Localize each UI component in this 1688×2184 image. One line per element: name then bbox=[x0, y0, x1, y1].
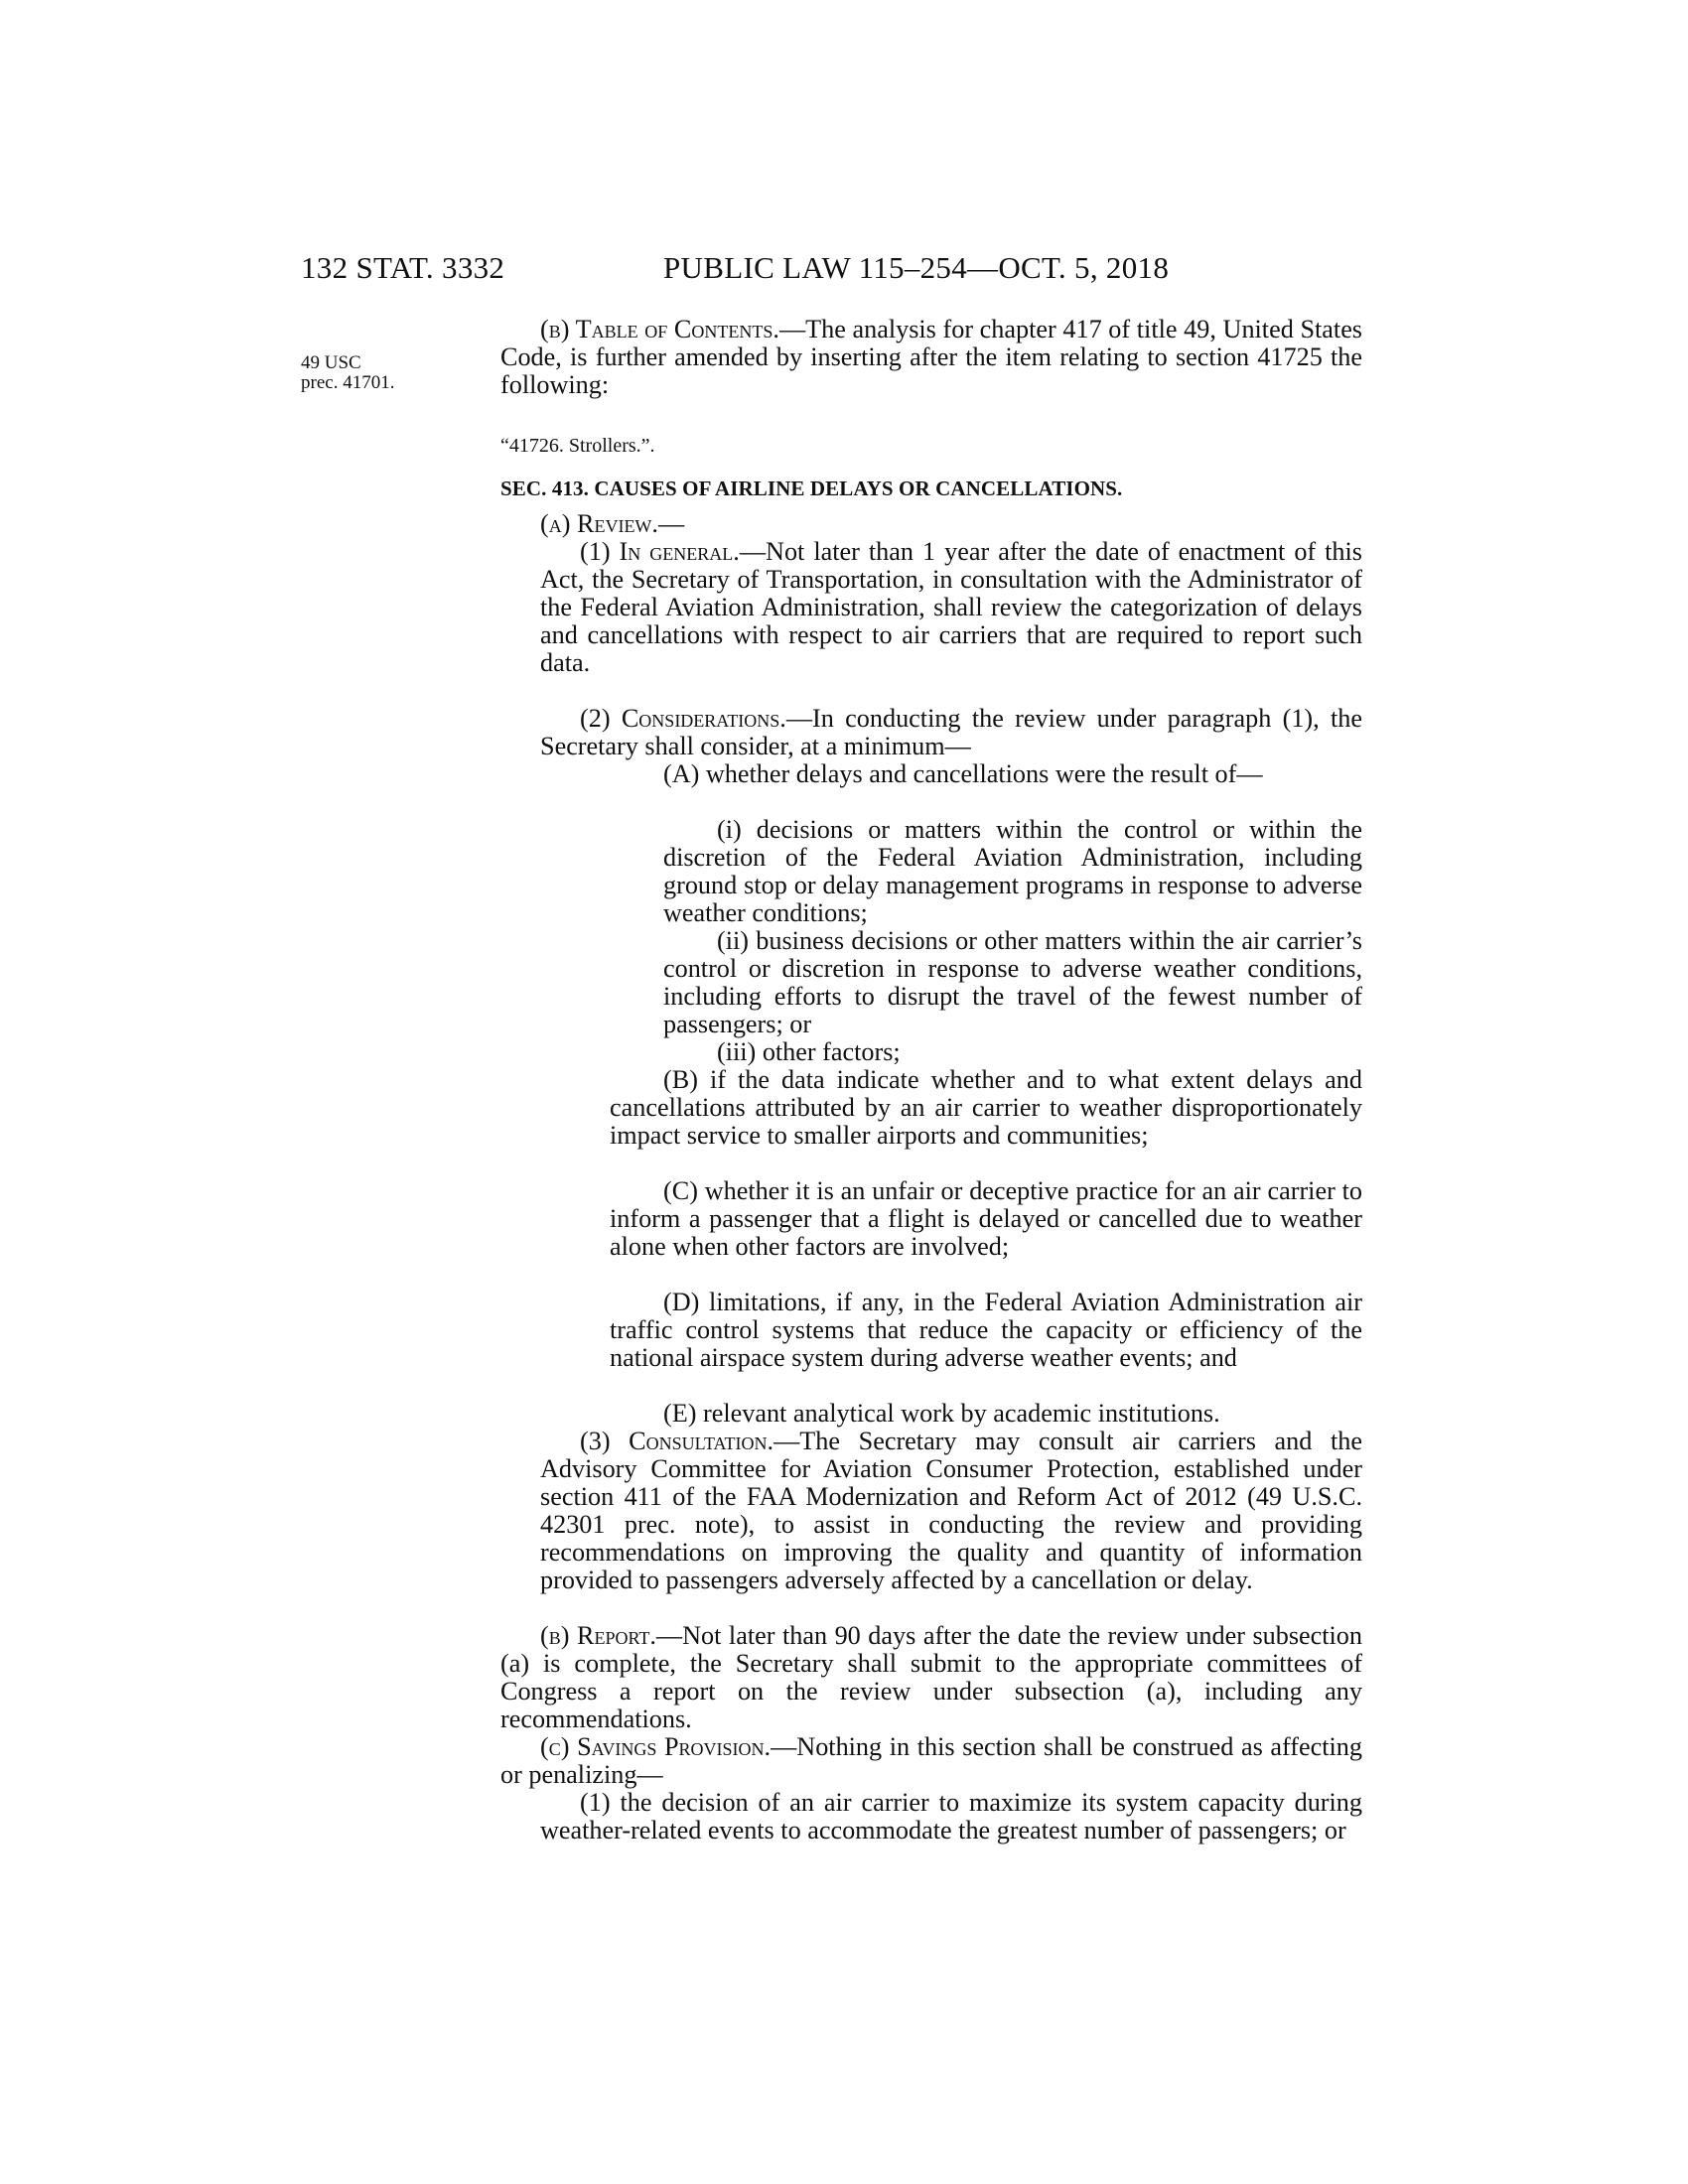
toc-text: —The analysis for chapter 417 of title 49, United States Code, is further amended by inserting after the item relating to section 41725 the following: bbox=[500, 315, 1363, 399]
page-stat-citation: 132 STAT. 3332 bbox=[301, 250, 505, 285]
clause-i: (i) decisions or matters within the control or within the discretion of the Federal Aviation Administration, including ground stop or delay management programs in response to adverse weather conditions; bbox=[663, 815, 1362, 927]
subsection-c-label: (c) Savings Provision. bbox=[540, 1732, 772, 1761]
subparagraph-D: (D) limitations, if any, in the Federal Aviation Administration air traffic control systems that reduce the capacity or efficiency of the national airspace system during adverse weather events; and bbox=[610, 1288, 1362, 1372]
subsection-b-label: (b) Report. bbox=[540, 1621, 656, 1650]
page-running-header: PUBLIC LAW 115–254—OCT. 5, 2018 bbox=[663, 250, 1170, 285]
paragraph-a2-label: (2) Considerations. bbox=[580, 704, 786, 733]
paragraph-a2-text: —In conducting the review under paragraph (1), the Secretary shall consider, at a minimum— bbox=[540, 704, 1362, 760]
clause-ii: (ii) business decisions or other matters within the air carrier’s control or discretion in response to adverse weather conditions, including efforts to disrupt the travel of the fewest number of passengers; or bbox=[663, 926, 1362, 1038]
clause-iii: (iii) other factors; bbox=[717, 1037, 901, 1066]
toc-label: (b) Table of Contents. bbox=[540, 315, 779, 343]
paragraph-a3 bbox=[540, 1428, 1362, 1594]
margin-note-line-1: 49 USC bbox=[301, 352, 361, 373]
toc-item: “41726. Strollers.”. bbox=[500, 435, 655, 457]
toc-paragraph bbox=[500, 316, 1362, 399]
paragraph-a1 bbox=[540, 538, 1362, 677]
subsection-a-heading: (a) Review.— bbox=[540, 509, 685, 538]
paragraph-a1-label: (1) In general. bbox=[580, 537, 740, 566]
margin-note bbox=[301, 353, 394, 393]
section-heading: SEC. 413. CAUSES OF AIRLINE DELAYS OR CANCELLATIONS. bbox=[500, 477, 1123, 500]
subsection-c-text: —Nothing in this section shall be construed as affecting or penalizing— bbox=[500, 1732, 1362, 1789]
subparagraph-B: (B) if the data indicate whether and to what extent delays and cancellations attributed by an air carrier to weather disproportionately impact service to smaller airports and communities; bbox=[610, 1065, 1362, 1150]
paragraph-a1-text: —Not later than 1 year after the date of enactment of this Act, the Secretary of Transportation, in consultation with the Administrator of the Federal Aviation Administration, shall review the categorization of delays and cancellations with respect to air carriers that are required to report such data. bbox=[540, 537, 1362, 677]
subsection-b-text: —Not later than 90 days after the date the review under subsection (a) is complete, the Secretary shall submit to the appropriate committees of Congress a report on the review under subsection (a), including any recommendations. bbox=[500, 1621, 1362, 1733]
paragraph-a2 bbox=[540, 705, 1362, 760]
paragraph-c1: (1) the decision of an air carrier to maximize its system capacity during weather-related events to accommodate the greatest number of passengers; or bbox=[540, 1788, 1362, 1844]
subsection-c bbox=[500, 1733, 1362, 1789]
subparagraph-C: (C) whether it is an unfair or deceptive practice for an air carrier to inform a passenger that a flight is delayed or cancelled due to weather alone when other factors are involved; bbox=[610, 1176, 1362, 1261]
subparagraph-A: (A) whether delays and cancellations were the result of— bbox=[663, 759, 1263, 788]
subparagraph-E: (E) relevant analytical work by academic institutions. bbox=[663, 1399, 1220, 1428]
paragraph-a3-label: (3) Consultation. bbox=[580, 1427, 774, 1455]
paragraph-a3-text: —The Secretary may consult air carriers and the Advisory Committee for Aviation Consumer Protection, established under section 411 of the FAA Modernization and Reform Act of 2012 (49 U.S.C. 42301 prec. note), to assist in conducting the review and providing recommendations on improving the quality and quantity of information provided to passengers adversely affected by a cancellation or delay. bbox=[540, 1427, 1362, 1594]
margin-note-line-2: prec. 41701. bbox=[301, 372, 395, 393]
subsection-b bbox=[500, 1622, 1362, 1733]
